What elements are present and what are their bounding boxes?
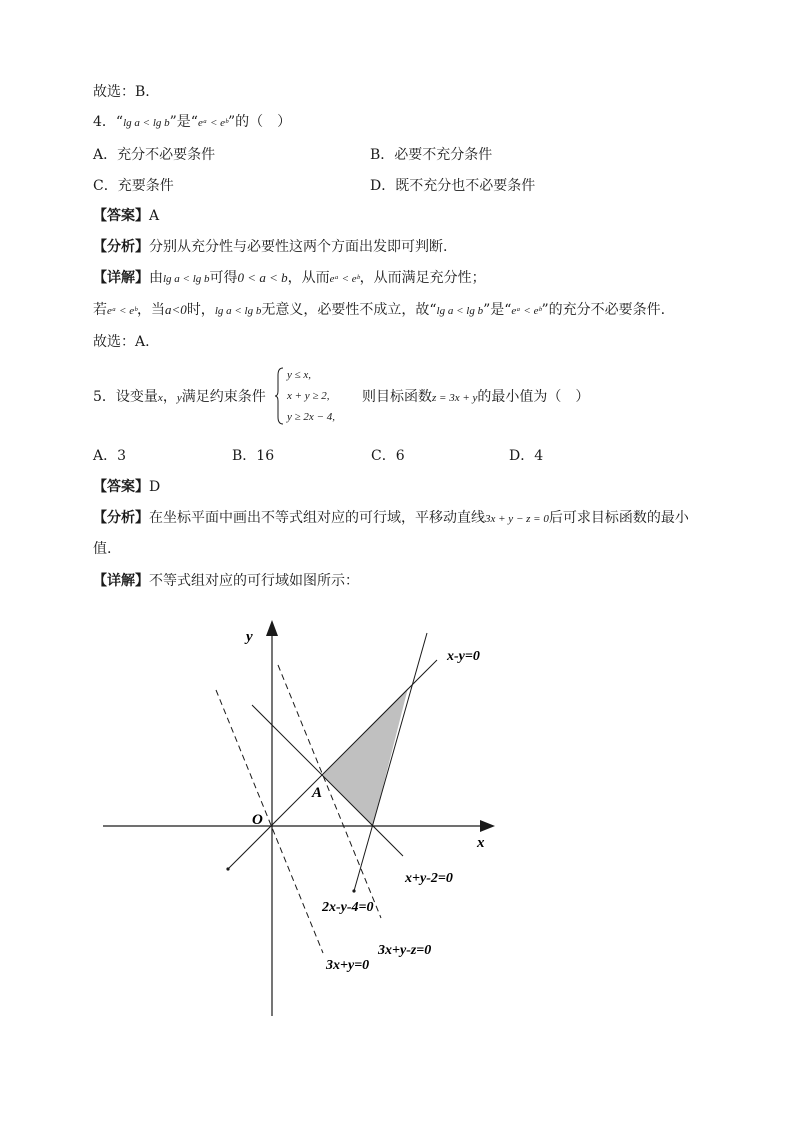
q3-choice: 故选：B. <box>93 84 150 100</box>
line-x-minus-y <box>228 660 437 869</box>
constraint-brace <box>274 367 284 425</box>
q4-number: 4． <box>93 114 116 130</box>
label-x-minus-y: x-y=0 <box>447 649 480 664</box>
q4-option-d: D．既不充分也不必要条件 <box>370 178 536 194</box>
origin-label: O <box>252 812 263 828</box>
constraint-1: y ≤ x, <box>287 369 312 381</box>
label-3x-plus-y: 3x+y=0 <box>326 958 370 973</box>
q4-option-a: A．充分不必要条件 <box>93 147 216 163</box>
endpoint-dot <box>352 889 355 892</box>
q4-option-c: C．充要条件 <box>93 178 174 194</box>
feasible-region-figure <box>0 600 794 1040</box>
line-3x-plus-y <box>216 690 323 953</box>
q5-stem-left: 5．设变量x，y满足约束条件 <box>93 389 266 405</box>
q5-stem-right: 则目标函数z = 3x + y的最小值为（ ） <box>362 389 590 405</box>
constraint-3: y ≥ 2x − 4, <box>287 411 335 423</box>
q5-analysis-line2: 值. <box>93 541 112 557</box>
endpoint-dot <box>226 867 229 870</box>
label-x-plus-y-minus-2: x+y-2=0 <box>405 871 453 886</box>
axis-x-label: x <box>477 835 485 851</box>
q4-detail-line2: 若eᵃ < eᵇ，当a<0时，lg a < lg b无意义，必要性不成立，故“lg a < lg b”是“eᵃ < eᵇ”的充分不必要条件. <box>93 302 666 318</box>
q5-detail: 【详解】不等式组对应的可行域如图所示： <box>93 573 359 589</box>
x-axis-arrow <box>480 820 495 832</box>
q5-option-b: B．16 <box>232 448 275 464</box>
q4-detail-line1: 【详解】由lg a < lg b可得0 < a < b，从而eᵃ < eᵇ，从而满足充分性； <box>93 270 486 286</box>
q4-e-expr: eᵃ < eᵇ <box>197 117 228 129</box>
q5-option-a: A．3 <box>93 448 127 464</box>
constraint-2: x + y ≥ 2, <box>287 390 330 402</box>
q5-option-d: D．4 <box>509 448 544 464</box>
q4-answer: 【答案】A <box>93 208 160 224</box>
q4-lg-expr: lg a < lg b <box>123 117 170 129</box>
point-a-label: A <box>312 785 323 801</box>
label-3x-plus-y-minus-z: 3x+y-z=0 <box>378 943 432 958</box>
label-2x-minus-y-minus-4: 2x-y-4=0 <box>322 900 374 915</box>
q5-analysis-line1: 【分析】在坐标平面中画出不等式组对应的可行域，平移动直线3x + y − z = 0后可求目标函数的最小 <box>93 510 689 526</box>
y-axis-arrow <box>266 620 278 636</box>
q4-option-b: B．必要不充分条件 <box>370 147 493 163</box>
q4-analysis: 【分析】分别从充分性与必要性这两个方面出发即可判断. <box>93 239 448 255</box>
axis-y-label: y <box>246 629 253 645</box>
q4-stem: 4．“lg a < lg b”是“eᵃ < eᵇ”的（ ） <box>93 114 292 130</box>
q5-option-c: C．6 <box>371 448 405 464</box>
q5-answer: 【答案】D <box>93 479 161 495</box>
q4-choice: 故选：A. <box>93 334 150 350</box>
